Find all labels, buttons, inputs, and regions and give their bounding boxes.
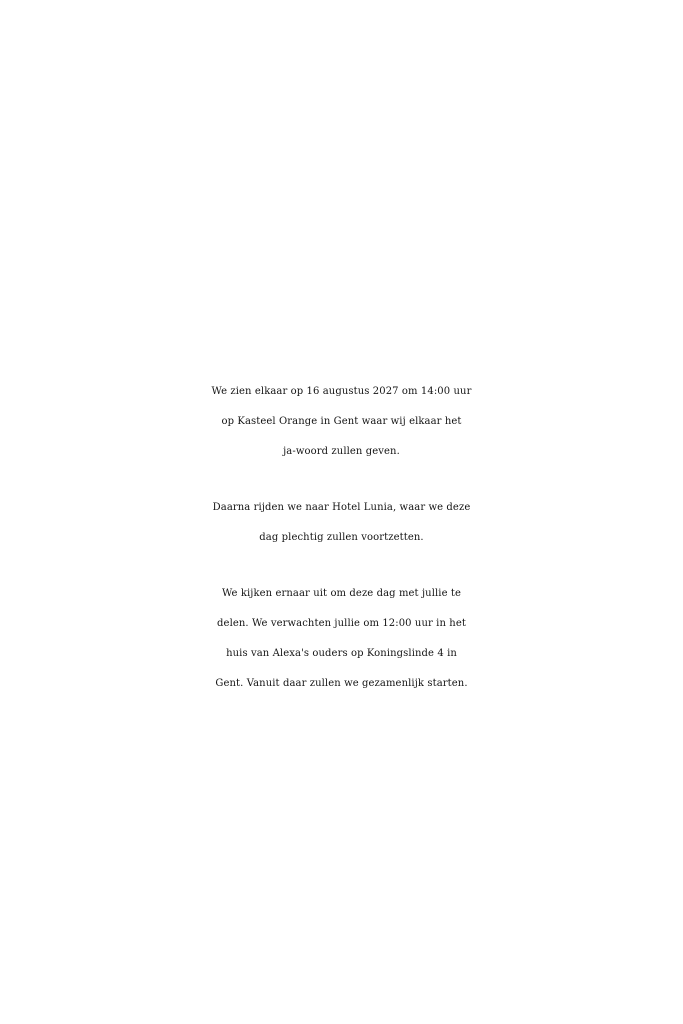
- paragraph-line: ja-woord zullen geven.: [283, 446, 400, 457]
- paragraph-line: Daarna rijden we naar Hotel Lunia, waar we deze: [212, 502, 471, 513]
- paragraph-line: We kijken ernaar uit om deze dag met jullie te: [221, 588, 462, 599]
- paragraph-line: delen. We verwachten jullie om 12:00 uur in het: [217, 618, 466, 629]
- paragraph-line: dag plechtig zullen voortzetten.: [259, 532, 424, 543]
- paragraph-line: op Kasteel Orange in Gent waar wij elkaar het: [221, 416, 462, 427]
- ceremony-paragraph: [0, 377, 683, 467]
- paragraph-line: We zien elkaar op 16 augustus 2027 om 14:00 uur: [211, 386, 472, 397]
- meeting-point-paragraph: [0, 579, 683, 699]
- paragraph-line: huis van Alexa's ouders op Koningslinde 4 in: [226, 648, 457, 659]
- paragraph-line: Gent. Vanuit daar zullen we gezamenlijk starten.: [215, 678, 468, 689]
- reception-paragraph: [0, 493, 683, 553]
